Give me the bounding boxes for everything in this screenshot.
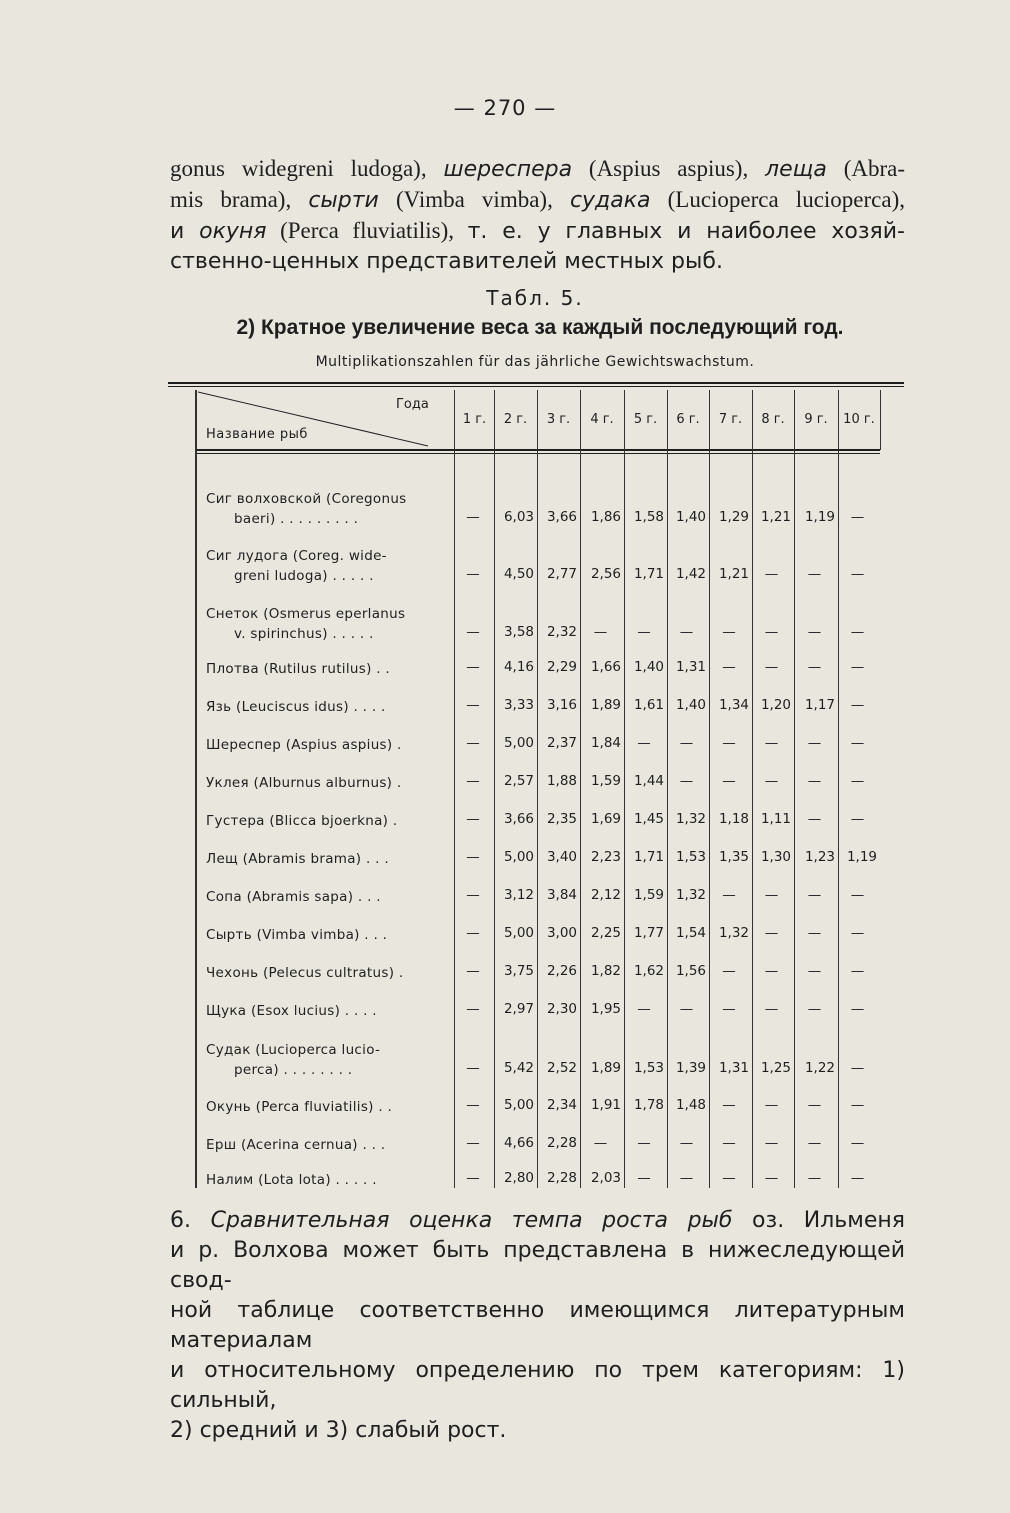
- table-cell: —: [466, 1001, 480, 1017]
- table-cell: 5,00: [503, 1097, 534, 1113]
- species-name-line: Чехонь (Pelecus cultratus) .: [206, 965, 404, 981]
- intro-text: (Abra-: [826, 156, 905, 181]
- table-cell: 1,53: [675, 849, 706, 865]
- table-cell: —: [637, 1001, 651, 1017]
- table-cell: —: [679, 1135, 694, 1151]
- intro-text: ственно-ценных представителей местных рыб.: [170, 249, 723, 274]
- table-cell: 1,56: [675, 963, 706, 979]
- table-cell: —: [466, 849, 480, 865]
- table-cell: —: [764, 887, 779, 903]
- table-cell: 5,42: [503, 1060, 534, 1076]
- species-name: [206, 697, 444, 717]
- table-cell: —: [850, 566, 865, 582]
- table-cell: —: [593, 624, 608, 640]
- table-cell: —: [466, 1170, 480, 1186]
- column-header: 2 г.: [503, 412, 528, 427]
- species-name-line: Снеток (Osmerus eperlanus: [206, 606, 406, 622]
- table-cell: 1,40: [675, 509, 706, 525]
- intro-text: т. е. у главных и наиболее хозяй-: [467, 219, 905, 244]
- table-cell: —: [637, 735, 651, 751]
- table-cell: 1,40: [675, 697, 706, 713]
- table-cell: 3,12: [503, 887, 534, 903]
- species-name-line: Сиг лудога (Coreg. wide-: [206, 548, 387, 564]
- table-cell: 1,82: [590, 963, 621, 979]
- table-cell: —: [466, 773, 480, 789]
- table-cell: —: [764, 1170, 779, 1186]
- table-cell: 1,69: [590, 811, 621, 827]
- table-cell: —: [466, 659, 480, 675]
- table-cell: —: [807, 1170, 822, 1186]
- column-header: 7 г.: [718, 412, 743, 427]
- table-cell: —: [850, 1097, 865, 1113]
- table-cell: —: [722, 887, 736, 903]
- table-cell: —: [850, 773, 865, 789]
- table-cell: 1,32: [675, 887, 706, 903]
- table-cell: —: [807, 659, 822, 675]
- table-cell: —: [850, 887, 865, 903]
- table-cell: 2,37: [546, 735, 577, 751]
- outro-line: [170, 1296, 905, 1356]
- table-cell: 2,26: [546, 963, 577, 979]
- species-name-line: Лещ (Abramis brama) . . .: [206, 851, 389, 867]
- intro-text: окуня: [199, 219, 267, 244]
- species-name-line: v. spirinchus) . . . . .: [234, 626, 374, 642]
- table-cell: —: [764, 735, 779, 751]
- table-cell: —: [764, 963, 779, 979]
- table-cell: —: [850, 697, 865, 713]
- table-cell: 2,80: [503, 1170, 534, 1186]
- table-cell: —: [807, 1135, 822, 1151]
- table-cell: 2,29: [546, 659, 577, 675]
- table-cell: 5,00: [503, 849, 534, 865]
- table-cell: —: [807, 1097, 822, 1113]
- table-cell: —: [466, 1060, 480, 1076]
- table-cell: —: [466, 963, 480, 979]
- table-cell: 1,88: [546, 773, 577, 789]
- table-cell: —: [807, 963, 822, 979]
- species-name: [206, 1170, 444, 1190]
- intro-text: и: [170, 219, 200, 244]
- table-cell: 3,16: [546, 697, 577, 713]
- table-cell: 1,95: [590, 1001, 621, 1017]
- table-top-rule: [168, 382, 904, 384]
- species-name-line: Шереспер (Aspius aspius) .: [206, 737, 402, 753]
- table-cell: —: [722, 963, 736, 979]
- outro-text: и р. Волхова может быть представлена в нижеследующей свод-: [170, 1238, 905, 1293]
- table-cell: 1,89: [590, 1060, 621, 1076]
- intro-text: (Aspius aspius),: [572, 156, 766, 181]
- table-cell: 3,84: [546, 887, 577, 903]
- species-name-line: Сопа (Abramis sapa) . . .: [206, 889, 381, 905]
- table-cell: 1,77: [633, 925, 664, 941]
- table-cell: —: [807, 735, 822, 751]
- table-cell: —: [850, 1170, 865, 1186]
- column-header: 10 г.: [843, 412, 875, 427]
- species-name: [206, 925, 444, 945]
- table-cell: 1,21: [718, 566, 749, 582]
- species-name-line: Сырть (Vimba vimba) . . .: [206, 927, 388, 943]
- species-name-line: Язь (Leuciscus idus) . . . .: [206, 699, 386, 715]
- table-cell: —: [722, 773, 736, 789]
- table-cell: 1,22: [804, 1060, 835, 1076]
- table-cell: —: [466, 887, 480, 903]
- table-header-rule-thin: [196, 453, 880, 454]
- table-cell: 1,45: [633, 811, 664, 827]
- intro-line: [170, 154, 905, 185]
- table-cell: —: [807, 887, 822, 903]
- table-cell: 1,25: [760, 1060, 791, 1076]
- table-cell: 1,53: [633, 1060, 664, 1076]
- species-name-line: Плотва (Rutilus rutilus) . .: [206, 661, 391, 677]
- species-name: [206, 811, 444, 831]
- table-cell: 6,03: [503, 509, 534, 525]
- table-cell: 1,91: [590, 1097, 621, 1113]
- table-cell: 1,32: [675, 811, 706, 827]
- table-cell: 1,59: [590, 773, 621, 789]
- outro-text: Сравнительная оценка темпа роста рыб: [210, 1208, 733, 1233]
- table-cell: —: [764, 1001, 779, 1017]
- outro-line: [170, 1356, 905, 1416]
- species-name-line: Налим (Lota lota) . . . . .: [206, 1172, 377, 1188]
- table-cell: 1,71: [633, 849, 664, 865]
- intro-text: mis brama),: [170, 187, 309, 212]
- table-cell: —: [466, 811, 480, 827]
- intro-text: (Perca fluviatilis),: [266, 218, 468, 243]
- table-cell: 1,54: [675, 925, 706, 941]
- intro-text: gonus widegreni ludoga),: [170, 156, 444, 181]
- table-cell: 3,66: [546, 509, 577, 525]
- species-name: [206, 1040, 444, 1080]
- species-name-line: baeri) . . . . . . . . .: [234, 511, 359, 527]
- table-cell: —: [466, 566, 480, 582]
- species-name-line: Густера (Blicca bjoerkna) .: [206, 813, 398, 829]
- table-cell: —: [722, 735, 736, 751]
- table-cell: —: [679, 624, 694, 640]
- species-name: [206, 1001, 444, 1021]
- table-cell: 2,30: [546, 1001, 577, 1017]
- table-cell: —: [679, 773, 694, 789]
- outro-line: [170, 1236, 905, 1296]
- table-cell: 4,16: [503, 659, 534, 675]
- column-header: 9 г.: [804, 412, 828, 427]
- table-cell: —: [850, 735, 865, 751]
- table-cell: 2,12: [590, 887, 621, 903]
- table-cell: 1,23: [804, 849, 835, 865]
- table-cell: 2,77: [546, 566, 577, 582]
- table-cell: —: [466, 735, 480, 751]
- table-col-border: [880, 390, 881, 450]
- table-cell: 1,44: [633, 773, 664, 789]
- species-name: [206, 849, 444, 869]
- table-cell: 3,00: [546, 925, 577, 941]
- table-cell: 2,28: [546, 1135, 577, 1151]
- table-cell: —: [850, 1001, 865, 1017]
- table-cell: —: [679, 1170, 694, 1186]
- table-cell: —: [466, 509, 480, 525]
- table-cell: —: [679, 1001, 694, 1017]
- table-cell: 4,50: [503, 566, 534, 582]
- table-cell: 1,35: [718, 849, 749, 865]
- species-name-line: greni ludoga) . . . . .: [234, 568, 374, 584]
- table-cell: —: [764, 624, 779, 640]
- table-cell: 2,34: [546, 1097, 577, 1113]
- table-cell: 1,21: [760, 509, 791, 525]
- table-cell: 3,66: [503, 811, 534, 827]
- table-cell: 2,23: [590, 849, 621, 865]
- table-cell: —: [807, 925, 822, 941]
- table-label: Табл. 5.: [486, 286, 584, 310]
- table-cell: 3,58: [503, 624, 534, 640]
- column-header: 4 г.: [590, 412, 614, 427]
- table-cell: 1,42: [675, 566, 706, 582]
- species-name-line: Сиг волховской (Coregonus: [206, 491, 407, 507]
- table-cell: —: [722, 659, 736, 675]
- table-cell: 3,75: [503, 963, 534, 979]
- table-cell: —: [722, 624, 736, 640]
- outro-text: и относительному определению по трем категориям: 1) сильный,: [170, 1358, 905, 1413]
- table-cell: —: [850, 509, 865, 525]
- table-cell: —: [679, 735, 694, 751]
- table-cell: —: [764, 659, 779, 675]
- intro-paragraph: [170, 154, 905, 277]
- species-name: [206, 489, 444, 529]
- intro-line: [170, 185, 905, 216]
- table-cell: —: [850, 659, 865, 675]
- outro-text: ной таблице соответственно имеющимся литературным материалам: [170, 1298, 905, 1353]
- table-cell: —: [850, 1135, 865, 1151]
- outro-text: оз. Ильменя: [732, 1208, 906, 1233]
- table-cell: 1,19: [804, 509, 835, 525]
- table-cell: 2,03: [590, 1170, 621, 1186]
- column-header: 5 г.: [633, 412, 658, 427]
- table-cell: 2,56: [590, 566, 621, 582]
- species-name: [206, 659, 444, 679]
- table-cell: 2,52: [546, 1060, 577, 1076]
- intro-text: леща: [765, 157, 827, 182]
- table-cell: —: [466, 624, 480, 640]
- table-cell: 1,86: [590, 509, 621, 525]
- column-header: 6 г.: [676, 412, 700, 427]
- table-cell: —: [722, 1135, 736, 1151]
- table-cell: 1,29: [718, 509, 749, 525]
- table-cell: 1,31: [675, 659, 706, 675]
- outro-line: [170, 1206, 905, 1236]
- intro-text: (Vimba vimba),: [378, 187, 570, 212]
- table-cell: —: [850, 1060, 865, 1076]
- outro-text: 6.: [170, 1208, 211, 1233]
- table-cell: 1,30: [760, 849, 791, 865]
- intro-text: сырти: [308, 188, 379, 213]
- table-top-rule-thin: [168, 386, 904, 387]
- table-cell: 5,00: [503, 925, 534, 941]
- table-cell: —: [764, 1097, 779, 1113]
- header-species-label: Название рыб: [206, 427, 308, 442]
- table-subtitle: Multiplikationszahlen für das jährliche Gewichtswachstum.: [315, 354, 755, 370]
- species-name: [206, 1097, 444, 1117]
- table-cell: —: [466, 1135, 480, 1151]
- table-cell: —: [807, 624, 822, 640]
- outro-text: 2) средний и 3) слабый рост.: [170, 1418, 507, 1443]
- species-name: [206, 963, 444, 983]
- species-name: [206, 887, 444, 907]
- table-cell: —: [807, 566, 822, 582]
- table-cell: —: [850, 811, 865, 827]
- table-cell: —: [466, 697, 480, 713]
- header-years-label: Года: [396, 397, 429, 412]
- species-name-line: Судак (Lucioperca lucio-: [206, 1042, 381, 1058]
- table-cell: 1,31: [718, 1060, 749, 1076]
- table-cell: 1,71: [633, 566, 664, 582]
- table-cell: 1,89: [590, 697, 621, 713]
- table-cell: —: [466, 925, 480, 941]
- table-cell: 2,57: [503, 773, 534, 789]
- intro-line: [170, 247, 905, 277]
- column-header: 1 г.: [462, 412, 487, 427]
- intro-text: (Lucioperca lucioperca),: [650, 187, 905, 212]
- table-cell: —: [637, 1135, 651, 1151]
- species-name-line: Окунь (Perca fluviatilis) . .: [206, 1099, 393, 1115]
- table-cell: 1,17: [804, 697, 835, 713]
- table-cell: 1,84: [590, 735, 621, 751]
- table-cell: 1,40: [633, 659, 664, 675]
- outro-line: [170, 1416, 905, 1446]
- table-cell: —: [722, 1001, 736, 1017]
- table-left-border: [195, 390, 197, 1188]
- table-cell: —: [807, 1001, 822, 1017]
- table-cell: —: [637, 1170, 651, 1186]
- table-cell: —: [850, 624, 865, 640]
- species-name: [206, 773, 444, 793]
- page-number: — 270 —: [453, 96, 557, 120]
- intro-text: судака: [569, 188, 651, 213]
- table-cell: —: [722, 1170, 736, 1186]
- table-cell: —: [764, 1135, 779, 1151]
- table-cell: —: [850, 925, 865, 941]
- species-name-line: Уклея (Alburnus alburnus) .: [206, 775, 402, 791]
- table-cell: 2,32: [546, 624, 577, 640]
- table-cell: 1,20: [760, 697, 791, 713]
- table-cell: 1,78: [633, 1097, 664, 1113]
- table-cell: —: [466, 1097, 480, 1113]
- species-name-line: Ерш (Acerina cernua) . . .: [206, 1137, 386, 1153]
- table-cell: 1,61: [633, 697, 664, 713]
- table-cell: 1,48: [675, 1097, 706, 1113]
- table-cell: 3,40: [546, 849, 577, 865]
- table-cell: 1,58: [633, 509, 664, 525]
- table-cell: 3,33: [503, 697, 534, 713]
- table-cell: —: [764, 773, 779, 789]
- species-name: [206, 546, 444, 586]
- table-cell: 4,66: [503, 1135, 534, 1151]
- species-name: [206, 735, 444, 755]
- table-cell: 2,35: [546, 811, 577, 827]
- table-title: 2) Кратное увеличение веса за каждый последующий год.: [236, 316, 844, 339]
- table-cell: 1,59: [633, 887, 664, 903]
- table-cell: 1,66: [590, 659, 621, 675]
- species-name-line: Щука (Esox lucius) . . . .: [206, 1003, 377, 1019]
- species-name: [206, 604, 444, 644]
- table-cell: —: [722, 1097, 736, 1113]
- table-cell: —: [850, 963, 865, 979]
- table-cell: —: [764, 566, 779, 582]
- table-cell: —: [637, 624, 651, 640]
- table-cell: —: [807, 811, 822, 827]
- intro-line: [170, 216, 905, 247]
- table-cell: 1,19: [846, 849, 877, 865]
- table-cell: 1,39: [675, 1060, 706, 1076]
- table-cell: 5,00: [503, 735, 534, 751]
- table-cell: —: [764, 925, 779, 941]
- species-name-line: perca) . . . . . . . .: [234, 1062, 353, 1078]
- species-name: [206, 1135, 444, 1155]
- table-cell: 1,34: [718, 697, 749, 713]
- outro-paragraph: [170, 1206, 905, 1446]
- column-header: 8 г.: [761, 412, 785, 427]
- table-cell: 2,25: [590, 925, 621, 941]
- table-cell: 1,62: [633, 963, 664, 979]
- table-cell: 1,32: [718, 925, 749, 941]
- table-cell: 1,11: [760, 811, 791, 827]
- table-cell: —: [593, 1135, 608, 1151]
- table-cell: 2,28: [546, 1170, 577, 1186]
- intro-text: шереспера: [443, 157, 573, 182]
- table-cell: 2,97: [503, 1001, 534, 1017]
- table-cell: 1,18: [718, 811, 749, 827]
- table-cell: —: [807, 773, 822, 789]
- column-header: 3 г.: [546, 412, 571, 427]
